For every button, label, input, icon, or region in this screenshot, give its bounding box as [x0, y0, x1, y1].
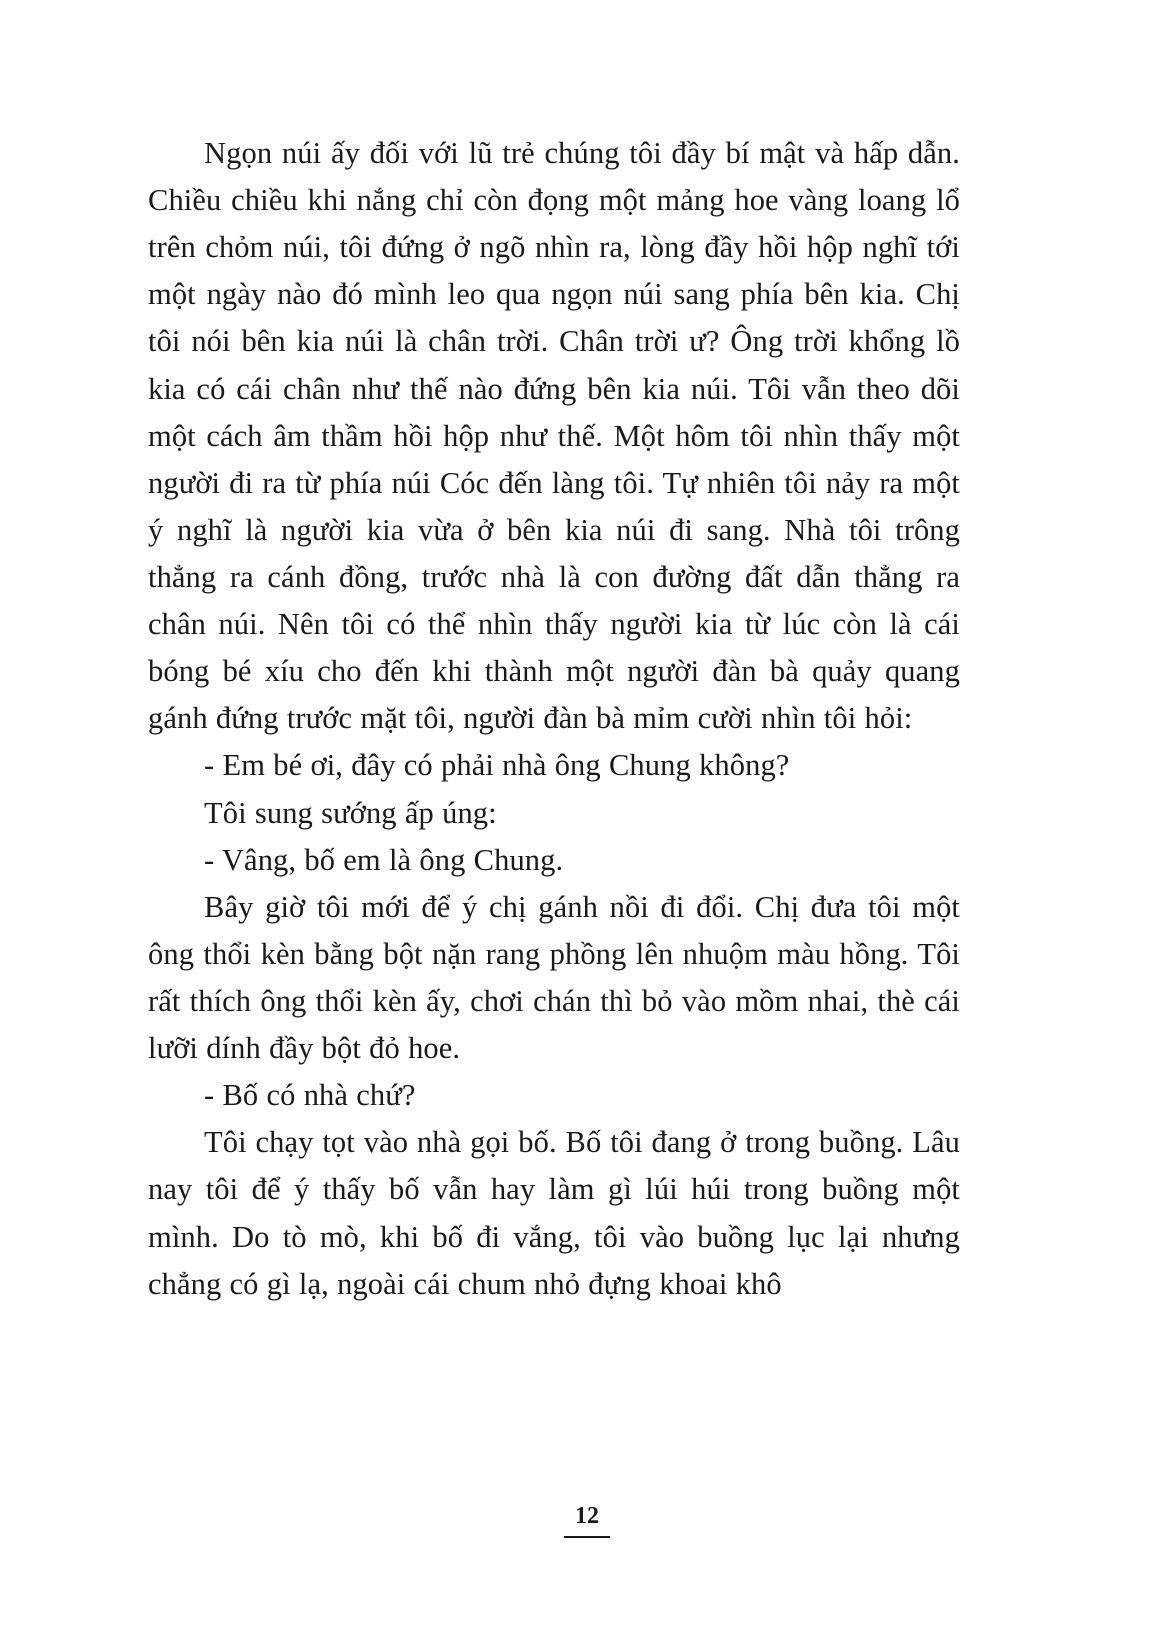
page-body — [148, 130, 960, 1308]
page-footer — [0, 1503, 1174, 1538]
paragraph: Tôi chạy tọt vào nhà gọi bố. Bố tôi đang ở trong buồng. Lâu nay tôi để ý thấy bố vẫn hay làm gì lúi húi trong buồng một mình. Do tò mò, khi bố đi vắng, tôi vào buồng lục lại nhưng chẳng có gì lạ, ngoài cái chum nhỏ đựng khoai khô — [148, 1125, 960, 1301]
paragraph: Tôi sung sướng ấp úng: — [204, 795, 497, 830]
paragraph: - Bố có nhà chứ? — [204, 1078, 416, 1113]
paragraph: - Em bé ơi, đây có phải nhà ông Chung không? — [204, 748, 790, 783]
paragraph: - Vâng, bố em là ông Chung. — [204, 842, 564, 877]
page-number: 12 — [564, 1503, 610, 1538]
paragraph: Ngọn núi ấy đối với lũ trẻ chúng tôi đầy bí mật và hấp dẫn. Chiều chiều khi nắng chỉ còn đọng một mảng hoe vàng loang lổ trên chỏm núi, tôi đứng ở ngõ nhìn ra, lòng đầy hồi hộp nghĩ tới một ngày nào đó mình leo qua ngọn núi sang phía bên kia. Chị tôi nói bên kia núi là chân trời. Chân trời ư? Ông trời khổng lồ kia có cái chân như thế nào đứng bên kia núi. Tôi vẫn theo dõi một cách âm thầm hồi hộp như thế. Một hôm tôi nhìn thấy một người đi ra từ phía núi Cóc đến làng tôi. Tự nhiên tôi nảy ra một ý nghĩ là người kia vừa ở bên kia núi đi sang. Nhà tôi trông thẳng ra cánh đồng, trước nhà là con đường đất dẫn thẳng ra chân núi. Nên tôi có thể nhìn thấy người kia từ lúc còn là cái bóng bé xíu cho đến khi thành một người đàn bà quảy quang gánh đứng trước mặt tôi, người đàn bà mỉm cười nhìn tôi hỏi: — [148, 136, 960, 736]
paragraph: Bây giờ tôi mới để ý chị gánh nồi đi đổi. Chị đưa tôi một ông thổi kèn bằng bột nặn rang phồng lên nhuộm màu hồng. Tôi rất thích ông thổi kèn ấy, chơi chán thì bỏ vào mồm nhai, thè cái lưỡi dính đầy bột đỏ hoe. — [148, 889, 960, 1066]
